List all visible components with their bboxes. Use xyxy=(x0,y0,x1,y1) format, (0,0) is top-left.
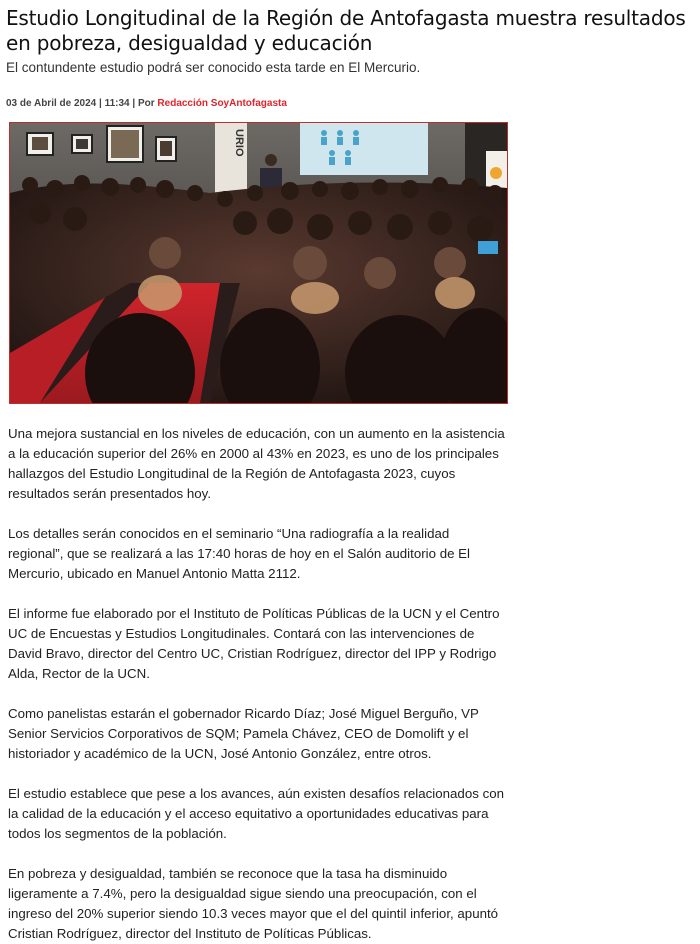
paragraph: En pobreza y desigualdad, también se reconoce que la tasa ha disminuido ligeramente a 7.4%, pero la desigualdad sigue siendo una preocupación, con el ingreso del 20% superior siendo 10.3 veces mayor que el del quintil inferior, apuntó Cristian Rodríguez, director del Instituto de Políticas Públicas. xyxy=(8,866,499,941)
paragraph: Una mejora sustancial en los niveles de educación, con un aumento en la asistencia a la educación superior del 26% en 2000 al 43% en 2023, es uno de los principales hallazgos del Estudio Longitudinal de la Región de Antofagasta 2023, cuyos resultados serán presentados hoy. xyxy=(8,426,505,501)
byline-separator: | Por xyxy=(129,98,158,109)
paragraph: El informe fue elaborado por el Instituto de Políticas Públicas de la UCN y el Centro UC de Encuestas y Estudios Longitudinales. Contará con las intervenciones de David Bravo, director del Centro UC, Cristian Rodríguez, director del IPP y Rodrigo Alda, Rector de la UCN. xyxy=(8,606,500,681)
article-photo xyxy=(9,122,508,404)
projection-screen xyxy=(300,123,428,175)
sign-text: URIO xyxy=(233,129,245,157)
headline: Estudio Longitudinal de la Región de Antofagasta muestra resultados en pobreza, desigualdad y educación xyxy=(6,6,686,55)
article-body xyxy=(8,424,508,944)
article-meta xyxy=(6,97,694,111)
author-link[interactable]: Redacción SoyAntofagasta xyxy=(157,98,287,109)
paragraph: Como panelistas estarán el gobernador Ricardo Díaz; José Miguel Berguño, VP Senior Servicios Corporativos de SQM; Pamela Chávez, CEO de Domolift y el historiador y académico de la UCN, José Antonio González, entre otros. xyxy=(8,706,479,761)
subtitle: El contundente estudio podrá ser conocido esta tarde en El Mercurio. xyxy=(6,60,421,75)
paragraph: Los detalles serán conocidos en el seminario “Una radiografía a la realidad regional”, que se realizará a las 17:40 horas de hoy en el Salón auditorio de El Mercurio, ubicado en Manuel Antonio Matta 2112. xyxy=(8,526,470,581)
phone-screen xyxy=(478,241,498,254)
paragraph: El estudio establece que pese a los avances, aún existen desafíos relacionados con la calidad de la educación y el acceso equitativo a oportunidades educativas para todos los segmentos de la población. xyxy=(8,786,505,841)
publish-date: 03 de Abril de 2024 | 11:34 xyxy=(6,98,130,109)
seminar-audience-photo xyxy=(10,123,507,403)
